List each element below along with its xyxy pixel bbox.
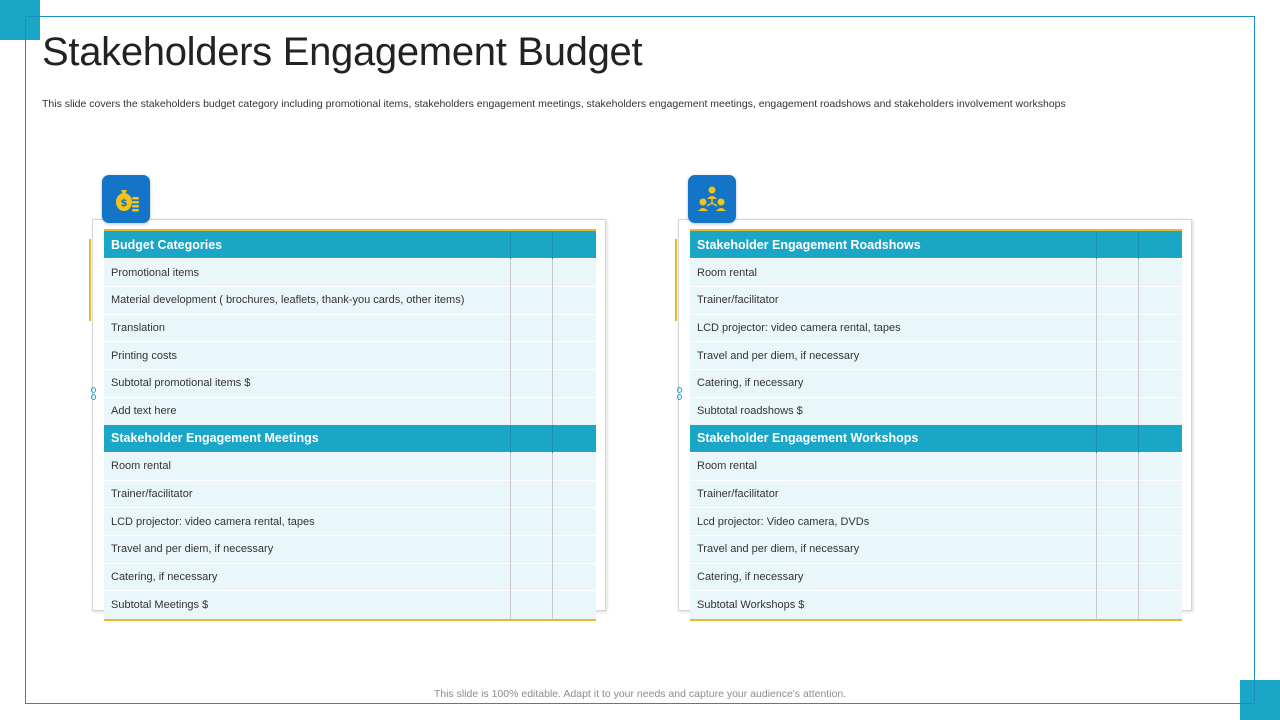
row-label: Travel and per diem, if necessary bbox=[690, 536, 1096, 564]
value-cell[interactable] bbox=[552, 259, 596, 287]
table-row bbox=[104, 369, 596, 397]
value-cell[interactable] bbox=[510, 342, 552, 370]
value-cell[interactable] bbox=[1096, 286, 1138, 314]
row-label: Add text here bbox=[104, 397, 510, 425]
value-cell[interactable] bbox=[1096, 453, 1138, 481]
value-cell[interactable] bbox=[1096, 591, 1138, 619]
row-label: Trainer/facilitator bbox=[690, 480, 1096, 508]
team-icon bbox=[688, 175, 736, 223]
value-cell[interactable] bbox=[1138, 563, 1182, 591]
row-label: Room rental bbox=[690, 259, 1096, 287]
value-cell[interactable] bbox=[552, 286, 596, 314]
table-row bbox=[690, 563, 1182, 591]
value-cell[interactable] bbox=[552, 397, 596, 425]
value-cell[interactable] bbox=[552, 591, 596, 619]
row-label: Catering, if necessary bbox=[690, 369, 1096, 397]
value-cell[interactable] bbox=[1138, 508, 1182, 536]
value-cell[interactable] bbox=[510, 563, 552, 591]
panel-accent-line bbox=[675, 239, 677, 321]
row-label: Lcd projector: Video camera, DVDs bbox=[690, 508, 1096, 536]
value-cell[interactable] bbox=[510, 591, 552, 619]
table-row bbox=[104, 314, 596, 342]
table-header-row bbox=[690, 231, 1182, 259]
value-cell[interactable] bbox=[1138, 480, 1182, 508]
chain-link-icon bbox=[677, 387, 683, 401]
table-row bbox=[104, 591, 596, 619]
table-row bbox=[104, 563, 596, 591]
row-label: Subtotal roadshows $ bbox=[690, 397, 1096, 425]
value-cell[interactable] bbox=[1096, 536, 1138, 564]
table-header-row bbox=[104, 231, 596, 259]
row-label: Travel and per diem, if necessary bbox=[690, 342, 1096, 370]
value-cell[interactable] bbox=[510, 259, 552, 287]
value-cell[interactable] bbox=[552, 480, 596, 508]
table-row bbox=[690, 314, 1182, 342]
value-cell[interactable] bbox=[510, 508, 552, 536]
value-cell[interactable] bbox=[510, 480, 552, 508]
row-label: Catering, if necessary bbox=[690, 563, 1096, 591]
value-cell[interactable] bbox=[510, 286, 552, 314]
svg-text:$: $ bbox=[120, 198, 128, 209]
table-row bbox=[690, 259, 1182, 287]
table-header-row bbox=[104, 425, 596, 453]
table-row bbox=[690, 508, 1182, 536]
value-cell[interactable] bbox=[1096, 397, 1138, 425]
table-row bbox=[690, 286, 1182, 314]
value-cell[interactable] bbox=[552, 453, 596, 481]
value-cell[interactable] bbox=[1138, 369, 1182, 397]
table-row bbox=[104, 508, 596, 536]
section-header: Stakeholder Engagement Workshops bbox=[690, 425, 1096, 453]
row-label: Material development ( brochures, leaflets, thank-you cards, other items) bbox=[104, 286, 510, 314]
value-cell[interactable] bbox=[1096, 314, 1138, 342]
money-bag-icon bbox=[102, 175, 150, 223]
section-header: Stakeholder Engagement Meetings bbox=[104, 425, 510, 453]
row-label: LCD projector: video camera rental, tapes bbox=[104, 508, 510, 536]
value-cell[interactable] bbox=[510, 453, 552, 481]
row-label: Subtotal Workshops $ bbox=[690, 591, 1096, 619]
right-budget-panel bbox=[672, 175, 1192, 625]
section-header: Budget Categories bbox=[104, 231, 510, 259]
page-title: Stakeholders Engagement Budget bbox=[42, 30, 643, 74]
value-cell[interactable] bbox=[510, 397, 552, 425]
table-row bbox=[690, 536, 1182, 564]
table-row bbox=[104, 342, 596, 370]
row-label: Printing costs bbox=[104, 342, 510, 370]
value-cell[interactable] bbox=[1096, 342, 1138, 370]
value-cell[interactable] bbox=[1096, 259, 1138, 287]
row-label: Subtotal Meetings $ bbox=[104, 591, 510, 619]
table-row bbox=[104, 286, 596, 314]
row-label: LCD projector: video camera rental, tapes bbox=[690, 314, 1096, 342]
value-cell[interactable] bbox=[552, 369, 596, 397]
value-cell[interactable] bbox=[1096, 508, 1138, 536]
value-cell[interactable] bbox=[1096, 563, 1138, 591]
table-row bbox=[690, 369, 1182, 397]
footer-note: This slide is 100% editable. Adapt it to your needs and capture your audience's attention. bbox=[433, 688, 847, 700]
table-row bbox=[690, 342, 1182, 370]
table-row bbox=[690, 453, 1182, 481]
value-cell[interactable] bbox=[552, 536, 596, 564]
value-cell[interactable] bbox=[1138, 342, 1182, 370]
value-cell[interactable] bbox=[1138, 453, 1182, 481]
value-cell[interactable] bbox=[1138, 397, 1182, 425]
row-label: Subtotal promotional items $ bbox=[104, 369, 510, 397]
table-header-row bbox=[690, 425, 1182, 453]
budget-table-right bbox=[690, 229, 1182, 621]
value-cell[interactable] bbox=[1138, 536, 1182, 564]
value-cell[interactable] bbox=[1096, 369, 1138, 397]
value-cell[interactable] bbox=[1138, 259, 1182, 287]
row-label: Catering, if necessary bbox=[104, 563, 510, 591]
value-cell[interactable] bbox=[1138, 286, 1182, 314]
value-cell[interactable] bbox=[510, 536, 552, 564]
table-row bbox=[104, 259, 596, 287]
row-label: Room rental bbox=[690, 453, 1096, 481]
value-cell[interactable] bbox=[1138, 314, 1182, 342]
value-cell[interactable] bbox=[552, 342, 596, 370]
chain-link-icon bbox=[91, 387, 97, 401]
table-row bbox=[690, 591, 1182, 619]
table-row bbox=[690, 397, 1182, 425]
row-label: Trainer/facilitator bbox=[690, 286, 1096, 314]
table-row bbox=[104, 480, 596, 508]
value-cell[interactable] bbox=[552, 563, 596, 591]
page-subtitle: This slide covers the stakeholders budget category including promotional items, stakeholders engagement meetings, stakeholders engagement meetings, engagement roadshows and stakeholders involvement workshops bbox=[42, 98, 1066, 110]
row-label: Promotional items bbox=[104, 259, 510, 287]
value-cell[interactable] bbox=[552, 508, 596, 536]
table-row bbox=[104, 397, 596, 425]
budget-table-left bbox=[104, 229, 596, 621]
value-cell[interactable] bbox=[552, 314, 596, 342]
row-label: Translation bbox=[104, 314, 510, 342]
value-cell[interactable] bbox=[510, 369, 552, 397]
section-header: Stakeholder Engagement Roadshows bbox=[690, 231, 1096, 259]
row-label: Room rental bbox=[104, 453, 510, 481]
row-label: Trainer/facilitator bbox=[104, 480, 510, 508]
table-row bbox=[690, 480, 1182, 508]
value-cell[interactable] bbox=[1096, 480, 1138, 508]
panel-accent-line bbox=[89, 239, 91, 321]
value-cell[interactable] bbox=[1138, 591, 1182, 619]
table-row bbox=[104, 536, 596, 564]
value-cell[interactable] bbox=[510, 314, 552, 342]
left-budget-panel bbox=[86, 175, 606, 625]
table-row bbox=[104, 453, 596, 481]
row-label: Travel and per diem, if necessary bbox=[104, 536, 510, 564]
